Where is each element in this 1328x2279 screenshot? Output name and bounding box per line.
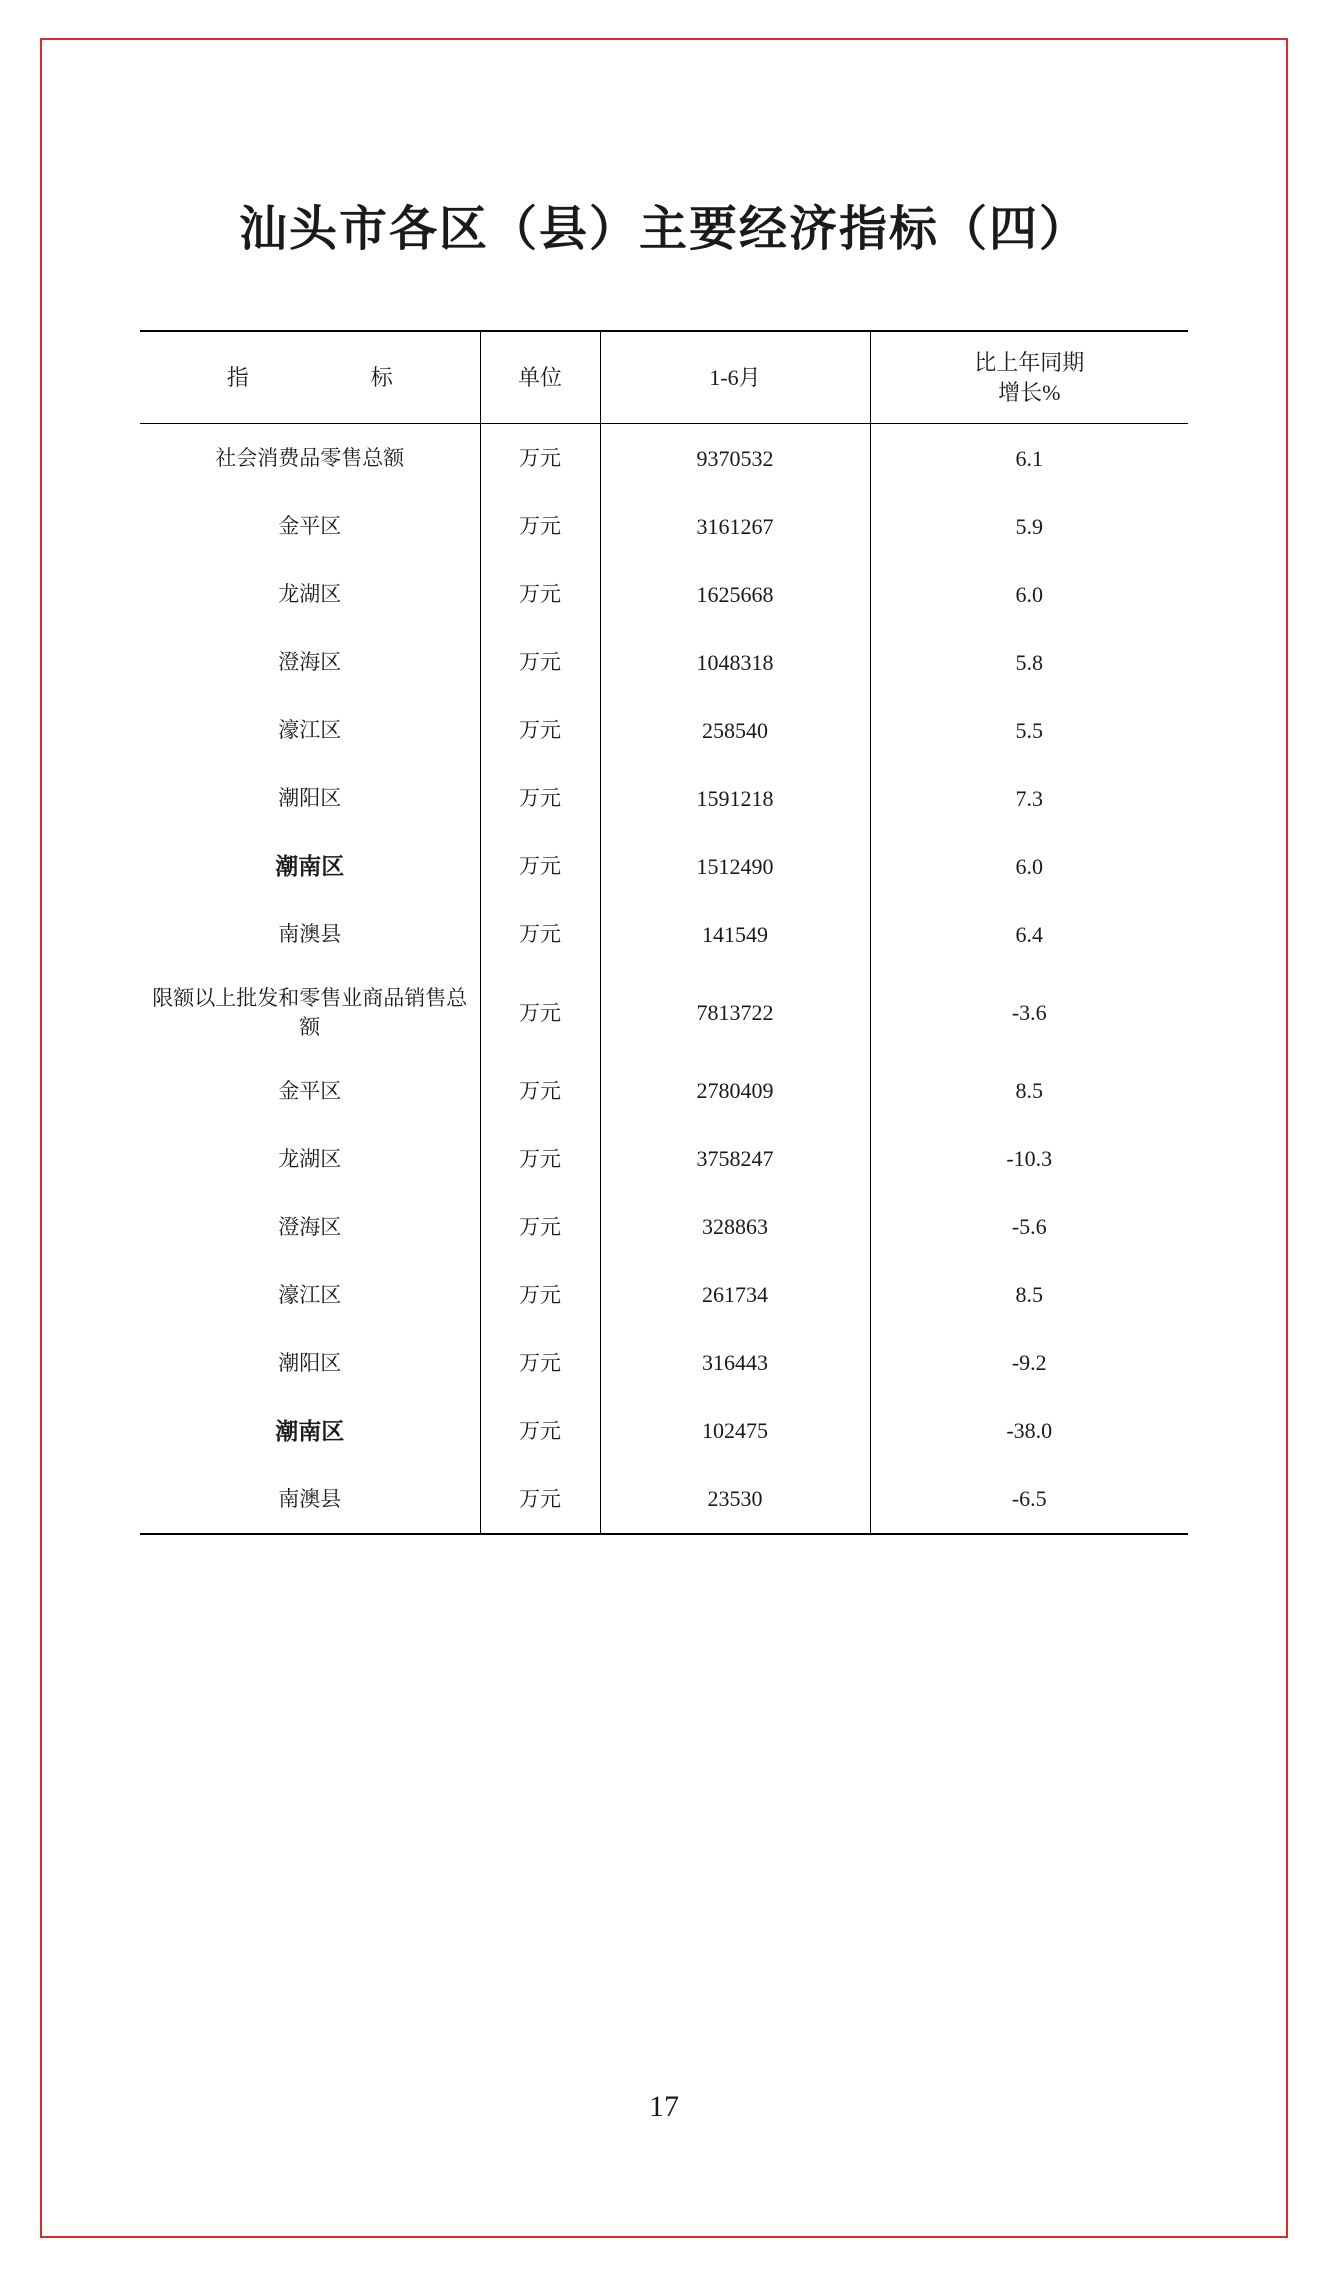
cell-indicator: 南澳县 — [278, 922, 342, 947]
cell-unit: 万元 — [480, 1057, 600, 1125]
cell-indicator: 龙湖区 — [278, 582, 342, 607]
table-row — [140, 900, 1188, 968]
cell-unit: 万元 — [480, 900, 600, 968]
cell-unit: 万元 — [480, 1329, 600, 1397]
cell-growth: -38.0 — [870, 1397, 1188, 1465]
cell-value: 2780409 — [600, 1057, 870, 1125]
cell-indicator: 澄海区 — [278, 650, 342, 675]
cell-unit: 万元 — [480, 628, 600, 696]
cell-indicator: 濠江区 — [278, 1282, 342, 1307]
cell-unit: 万元 — [480, 968, 600, 1057]
table-header — [140, 331, 1188, 424]
cell-unit: 万元 — [480, 492, 600, 560]
cell-growth: -3.6 — [870, 968, 1188, 1057]
cell-indicator: 濠江区 — [278, 718, 342, 743]
table-row — [140, 492, 1188, 560]
cell-value: 1048318 — [600, 628, 870, 696]
table-row — [140, 696, 1188, 764]
cell-growth: 8.5 — [870, 1261, 1188, 1329]
table-row — [140, 560, 1188, 628]
cell-value: 258540 — [600, 696, 870, 764]
table-row — [140, 1057, 1188, 1125]
cell-unit: 万元 — [480, 1125, 600, 1193]
cell-value: 3161267 — [600, 492, 870, 560]
cell-value: 261734 — [600, 1261, 870, 1329]
cell-growth: 7.3 — [870, 764, 1188, 832]
cell-growth: -5.6 — [870, 1193, 1188, 1261]
table-row — [140, 424, 1188, 493]
table-row — [140, 1397, 1188, 1465]
cell-value: 141549 — [600, 900, 870, 968]
cell-indicator: 潮阳区 — [278, 1350, 342, 1375]
cell-growth: -6.5 — [870, 1465, 1188, 1534]
cell-indicator: 潮南区 — [275, 853, 345, 879]
cell-value: 1625668 — [600, 560, 870, 628]
cell-indicator: 龙湖区 — [278, 1146, 342, 1171]
page-number: 17 — [649, 2090, 679, 2123]
cell-value: 1512490 — [600, 832, 870, 900]
cell-value: 9370532 — [600, 424, 870, 493]
cell-growth: 6.1 — [870, 424, 1188, 493]
cell-indicator: 金平区 — [278, 514, 342, 539]
table-row — [140, 1465, 1188, 1534]
cell-growth: 6.0 — [870, 832, 1188, 900]
table-row — [140, 628, 1188, 696]
cell-growth: 5.8 — [870, 628, 1188, 696]
cell-unit: 万元 — [480, 560, 600, 628]
cell-unit: 万元 — [480, 1465, 600, 1534]
table-row — [140, 968, 1188, 1057]
cell-indicator: 社会消费品零售总额 — [215, 446, 405, 471]
cell-unit: 万元 — [480, 832, 600, 900]
table-row — [140, 1125, 1188, 1193]
column-header-period: 1-6月 — [600, 331, 870, 424]
cell-unit: 万元 — [480, 764, 600, 832]
column-header-indicator — [140, 331, 480, 424]
cell-growth: -9.2 — [870, 1329, 1188, 1397]
cell-value: 316443 — [600, 1329, 870, 1397]
table-row — [140, 1193, 1188, 1261]
table-row — [140, 1261, 1188, 1329]
column-header-growth-line1: 比上年同期 — [974, 350, 1085, 375]
table-row — [140, 1329, 1188, 1397]
cell-growth: 6.4 — [870, 900, 1188, 968]
cell-indicator: 金平区 — [278, 1078, 342, 1103]
cell-value: 328863 — [600, 1193, 870, 1261]
cell-value: 102475 — [600, 1397, 870, 1465]
cell-unit: 万元 — [480, 696, 600, 764]
table-row — [140, 764, 1188, 832]
cell-indicator: 澄海区 — [278, 1214, 342, 1239]
cell-value: 7813722 — [600, 968, 870, 1057]
cell-unit: 万元 — [480, 1397, 600, 1465]
column-header-growth — [870, 331, 1188, 424]
cell-unit: 万元 — [480, 1193, 600, 1261]
cell-indicator: 限额以上批发和零售业商品销售总额 — [152, 986, 468, 1039]
table-header-row — [140, 331, 1188, 424]
cell-indicator: 潮南区 — [275, 1418, 345, 1444]
table-body — [140, 424, 1188, 1534]
cell-growth: 5.5 — [870, 696, 1188, 764]
cell-unit: 万元 — [480, 424, 600, 493]
cell-unit: 万元 — [480, 1261, 600, 1329]
cell-value: 23530 — [600, 1465, 870, 1534]
economic-indicators-table — [140, 330, 1188, 1535]
cell-value: 1591218 — [600, 764, 870, 832]
page-title: 汕头市各区（县）主要经济指标（四） — [238, 203, 1089, 256]
cell-indicator: 潮阳区 — [278, 786, 342, 811]
cell-growth: 5.9 — [870, 492, 1188, 560]
cell-growth: -10.3 — [870, 1125, 1188, 1193]
cell-value: 3758247 — [600, 1125, 870, 1193]
column-header-indicator-label: 指 标 — [226, 364, 407, 390]
table-row — [140, 832, 1188, 900]
cell-growth: 6.0 — [870, 560, 1188, 628]
cell-indicator: 南澳县 — [278, 1486, 342, 1511]
column-header-unit: 单位 — [480, 331, 600, 424]
column-header-growth-line2: 增长% — [998, 379, 1061, 405]
cell-growth: 8.5 — [870, 1057, 1188, 1125]
